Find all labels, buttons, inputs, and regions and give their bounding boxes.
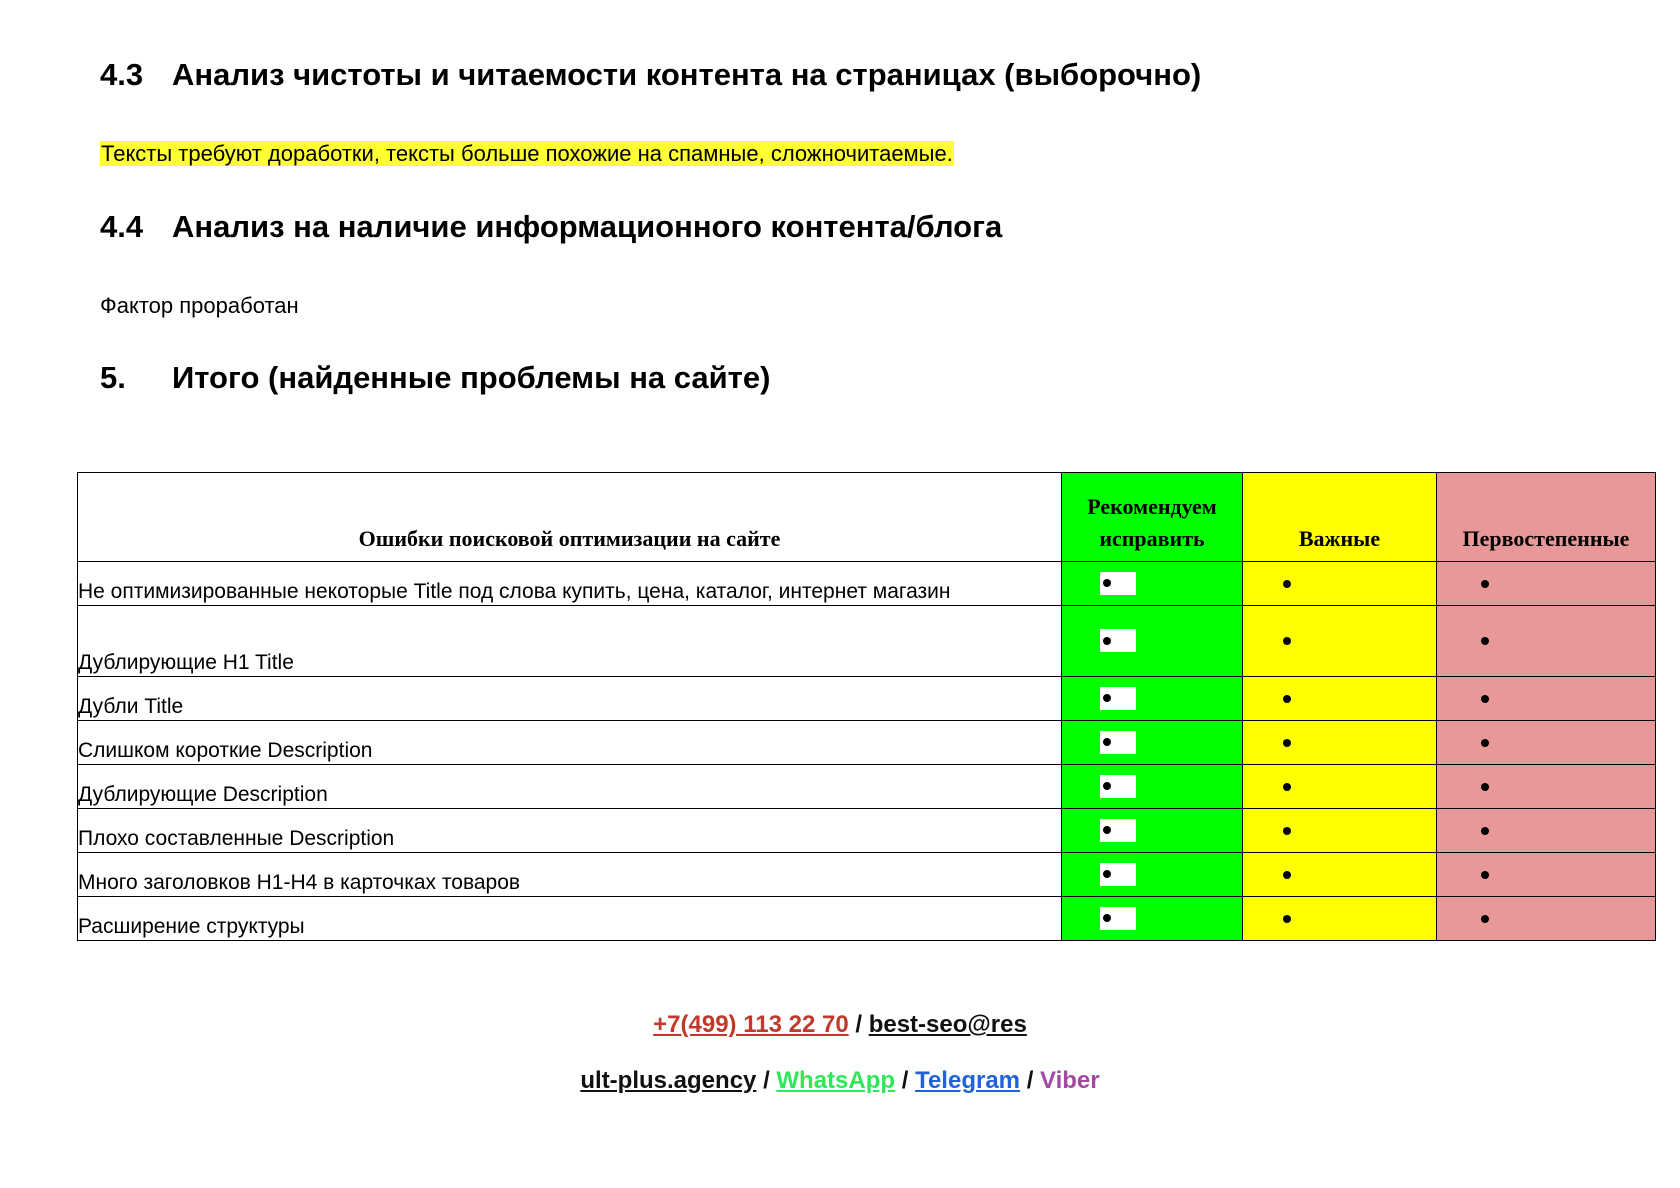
important-cell bbox=[1243, 562, 1437, 606]
email-link-part1[interactable]: best-seo@res bbox=[868, 1011, 1027, 1038]
bullet-icon bbox=[1103, 826, 1111, 834]
contacts-line-1 bbox=[0, 1010, 1680, 1040]
highlighted-note-text: Тексты требуют доработки, тексты больше похожие на спамные, сложночитаемые. bbox=[101, 141, 953, 166]
bullet-icon bbox=[1283, 695, 1291, 703]
important-cell bbox=[1243, 606, 1437, 677]
section-heading-4-3 bbox=[100, 56, 1201, 94]
section-number: 4.4 bbox=[100, 209, 144, 244]
header-recommend: Рекомендуем исправить bbox=[1062, 473, 1243, 562]
header-important: Важные bbox=[1243, 473, 1437, 562]
primary-cell bbox=[1437, 897, 1656, 941]
bullet-icon bbox=[1283, 637, 1291, 645]
table-row bbox=[78, 562, 1656, 606]
important-cell bbox=[1243, 809, 1437, 853]
primary-cell bbox=[1437, 853, 1656, 897]
bullet-icon bbox=[1481, 580, 1489, 588]
bullet-icon bbox=[1481, 739, 1489, 747]
primary-cell bbox=[1437, 677, 1656, 721]
recommend-cell bbox=[1062, 677, 1243, 721]
issue-name: Дубли Title bbox=[78, 677, 1062, 721]
telegram-link[interactable]: Telegram bbox=[915, 1067, 1021, 1094]
checkbox-marker bbox=[1100, 863, 1136, 886]
bullet-icon bbox=[1283, 871, 1291, 879]
bullet-icon bbox=[1103, 637, 1111, 645]
seo-issues-table bbox=[77, 472, 1656, 941]
important-cell bbox=[1243, 897, 1437, 941]
recommend-cell bbox=[1062, 765, 1243, 809]
bullet-icon bbox=[1103, 870, 1111, 878]
section-heading-4-4 bbox=[100, 208, 1002, 246]
bullet-icon bbox=[1103, 782, 1111, 790]
section-title: Итого (найденные проблемы на сайте) bbox=[172, 360, 771, 395]
recommend-cell bbox=[1062, 853, 1243, 897]
table-row bbox=[78, 897, 1656, 941]
primary-cell bbox=[1437, 809, 1656, 853]
table-row bbox=[78, 606, 1656, 677]
bullet-icon bbox=[1283, 580, 1291, 588]
issue-name: Расширение структуры bbox=[78, 897, 1062, 941]
bullet-icon bbox=[1283, 783, 1291, 791]
bullet-icon bbox=[1283, 739, 1291, 747]
recommend-cell bbox=[1062, 897, 1243, 941]
header-primary: Первостепенные bbox=[1437, 473, 1656, 562]
bullet-icon bbox=[1103, 579, 1111, 587]
table-row bbox=[78, 853, 1656, 897]
issue-name: Плохо составленные Description bbox=[78, 809, 1062, 853]
whatsapp-link[interactable]: WhatsApp bbox=[776, 1067, 896, 1094]
important-cell bbox=[1243, 677, 1437, 721]
table-header-row bbox=[78, 473, 1656, 562]
table-row bbox=[78, 809, 1656, 853]
important-cell bbox=[1243, 721, 1437, 765]
issue-name: Много заголовков H1-H4 в карточках товаров bbox=[78, 853, 1062, 897]
phone-link[interactable]: +7(499) 113 22 70 bbox=[653, 1011, 849, 1038]
table-row bbox=[78, 721, 1656, 765]
primary-cell bbox=[1437, 606, 1656, 677]
bullet-icon bbox=[1103, 694, 1111, 702]
checkbox-marker bbox=[1100, 819, 1136, 842]
checkbox-marker bbox=[1100, 775, 1136, 798]
recommend-cell bbox=[1062, 809, 1243, 853]
checkbox-marker bbox=[1100, 687, 1136, 710]
factor-note: Фактор проработан bbox=[100, 293, 299, 318]
important-cell bbox=[1243, 853, 1437, 897]
primary-cell bbox=[1437, 765, 1656, 809]
issue-name: Не оптимизированные некоторые Title под слова купить, цена, каталог, интернет магазин bbox=[78, 562, 1062, 606]
checkbox-marker bbox=[1100, 629, 1136, 652]
checkbox-marker bbox=[1100, 572, 1136, 595]
section-title: Анализ на наличие информационного контента/блога bbox=[172, 209, 1003, 244]
highlighted-note bbox=[100, 140, 954, 168]
separator: / bbox=[855, 1011, 863, 1038]
bullet-icon bbox=[1103, 914, 1111, 922]
separator: / bbox=[1026, 1067, 1034, 1094]
section-number: 4.3 bbox=[100, 57, 144, 92]
primary-cell bbox=[1437, 721, 1656, 765]
viber-link[interactable]: Viber bbox=[1040, 1067, 1100, 1094]
bullet-icon bbox=[1481, 783, 1489, 791]
bullet-icon bbox=[1481, 637, 1489, 645]
contacts-line-2 bbox=[0, 1066, 1680, 1096]
section-number: 5. bbox=[100, 360, 126, 395]
separator: / bbox=[901, 1067, 909, 1094]
section-heading-5 bbox=[100, 359, 770, 397]
bullet-icon bbox=[1103, 738, 1111, 746]
primary-cell bbox=[1437, 562, 1656, 606]
bullet-icon bbox=[1481, 915, 1489, 923]
bullet-icon bbox=[1283, 827, 1291, 835]
bullet-icon bbox=[1481, 695, 1489, 703]
recommend-cell bbox=[1062, 606, 1243, 677]
separator: / bbox=[763, 1067, 770, 1094]
table-row bbox=[78, 765, 1656, 809]
issue-name: Слишком короткие Description bbox=[78, 721, 1062, 765]
recommend-cell bbox=[1062, 721, 1243, 765]
table-row bbox=[78, 677, 1656, 721]
header-errors: Ошибки поисковой оптимизации на сайте bbox=[78, 473, 1062, 562]
email-link-part2[interactable]: ult-plus.agency bbox=[580, 1067, 757, 1094]
checkbox-marker bbox=[1100, 907, 1136, 930]
recommend-cell bbox=[1062, 562, 1243, 606]
section-title: Анализ чистоты и читаемости контента на страницах (выборочно) bbox=[172, 57, 1202, 92]
issue-name: Дублирующие Description bbox=[78, 765, 1062, 809]
bullet-icon bbox=[1283, 915, 1291, 923]
issue-name: Дублирующие H1 Title bbox=[78, 606, 1062, 677]
bullet-icon bbox=[1481, 827, 1489, 835]
important-cell bbox=[1243, 765, 1437, 809]
checkbox-marker bbox=[1100, 731, 1136, 754]
bullet-icon bbox=[1481, 871, 1489, 879]
